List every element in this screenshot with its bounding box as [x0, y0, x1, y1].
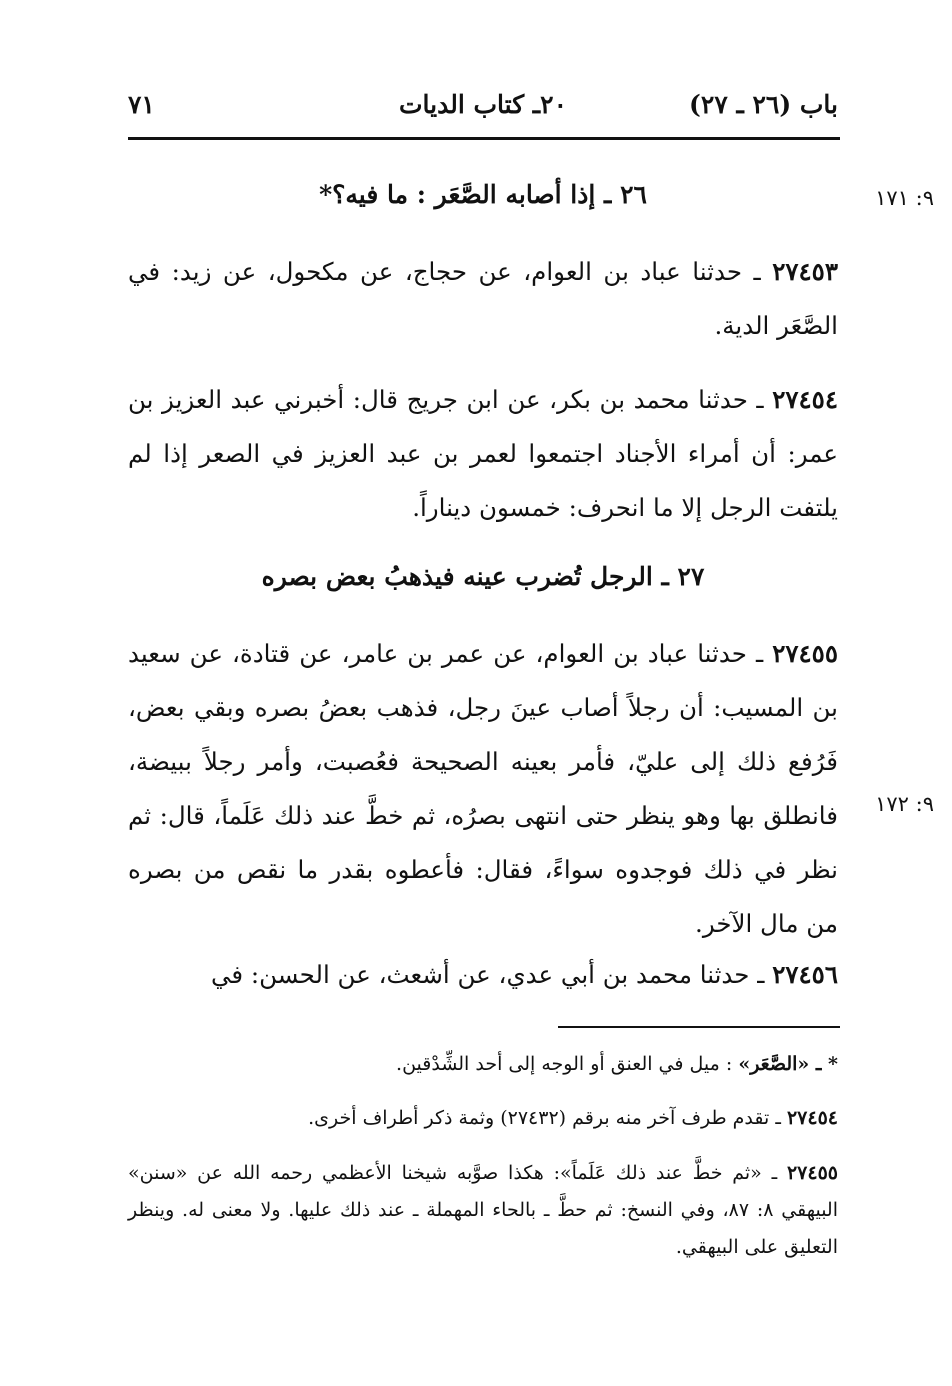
- hadith-paragraph: [128, 373, 838, 535]
- hadith-number: ٢٧٤٥٤: [772, 385, 838, 414]
- section-heading: ٢٦ ـ إذا أصابه الصَّعَر : ما فيه؟*: [319, 180, 647, 209]
- chapter-range: باب (٢٦ ـ ٢٧): [689, 90, 838, 119]
- hadith-text: ـ حدثنا عباد بن العوام، عن عمر بن عامر، عن قتادة، عن سعيد بن المسيب: أن رجلاً أصاب عينَ رجل، فذهب بعضُ بصره وبقي بعض، فَرُفع ذلك إلى عليّ، فأمر بعينه الصحيحة فعُصبت، وأمر رجلاً ببيضة، فانطلق بها وهو ينظر حتى انتهى بصرُه، ثم خطَّ عند ذلك عَلَماً، قال: ثم نظر في ذلك فوجدوه سواءً، فقال: فأعطوه بقدر ما نقص من بصره من مال الآخر.: [128, 639, 838, 938]
- footnote: [128, 1155, 838, 1266]
- hadith-number: ٢٧٤٥٥: [772, 639, 838, 668]
- footnote-text: ـ تقدم طرف آخر منه برقم (٢٧٤٣٢) وثمة ذكر أطراف أخرى.: [308, 1107, 781, 1129]
- hadith-text: ـ حدثنا محمد بن أبي عدي، عن أشعث، عن الحسن: في: [210, 960, 765, 989]
- footnote-marker: ٢٧٤٥٥: [786, 1162, 838, 1184]
- header-rule: [128, 137, 840, 140]
- section-heading: ٢٧ ـ الرجل تُضرب عينه فيذهبُ بعض بصره: [261, 562, 705, 591]
- margin-reference: ٩: ١٧٢: [875, 792, 934, 816]
- book-title: ٢٠ـ كتاب الديات: [399, 90, 567, 119]
- running-header: [128, 90, 838, 130]
- footnote: [128, 1100, 838, 1137]
- footnote: [128, 1046, 838, 1083]
- hadith-text: ـ حدثنا محمد بن بكر، عن ابن جريج قال: أخبرني عبد العزيز بن عمر: أن أمراء الأجناد اجتمعوا لعمر بن عبد العزيز في الصعر إذا لم يلتفت الرجل إلا ما انحرف: خمسون ديناراً.: [128, 385, 838, 522]
- footnote-text: : ميل في العنق أو الوجه إلى أحد الشِّدْقين.: [396, 1053, 733, 1075]
- hadith-number: ٢٧٤٥٦: [772, 960, 838, 989]
- hadith-paragraph: [128, 245, 838, 353]
- page-number: ٧١: [128, 90, 155, 119]
- footnote-marker: * ـ «الصَّعَر»: [738, 1053, 838, 1075]
- footnote-rule: [558, 1026, 840, 1028]
- hadith-number: ٢٧٤٥٣: [772, 257, 838, 286]
- footnote-marker: ٢٧٤٥٤: [786, 1107, 838, 1129]
- hadith-text: ـ حدثنا عباد بن العوام، عن حجاج، عن مكحول، عن زيد: في الصَّعَر الدية.: [128, 257, 838, 340]
- hadith-paragraph: [128, 627, 838, 951]
- margin-reference: ٩: ١٧١: [875, 186, 934, 210]
- hadith-paragraph: [128, 948, 838, 1002]
- footnote-text: ـ «ثم خطَّ عند ذلك عَلَماً»: هكذا صوَّبه شيخنا الأعظمي رحمه الله عن «سنن» البيهقي ٨: ٨٧، وفي النسخ: ثم حطَّ ـ بالحاء المهملة ـ عند ذلك عليها. ولا معنى له. وينظر التعليق على البيهقي.: [128, 1162, 838, 1258]
